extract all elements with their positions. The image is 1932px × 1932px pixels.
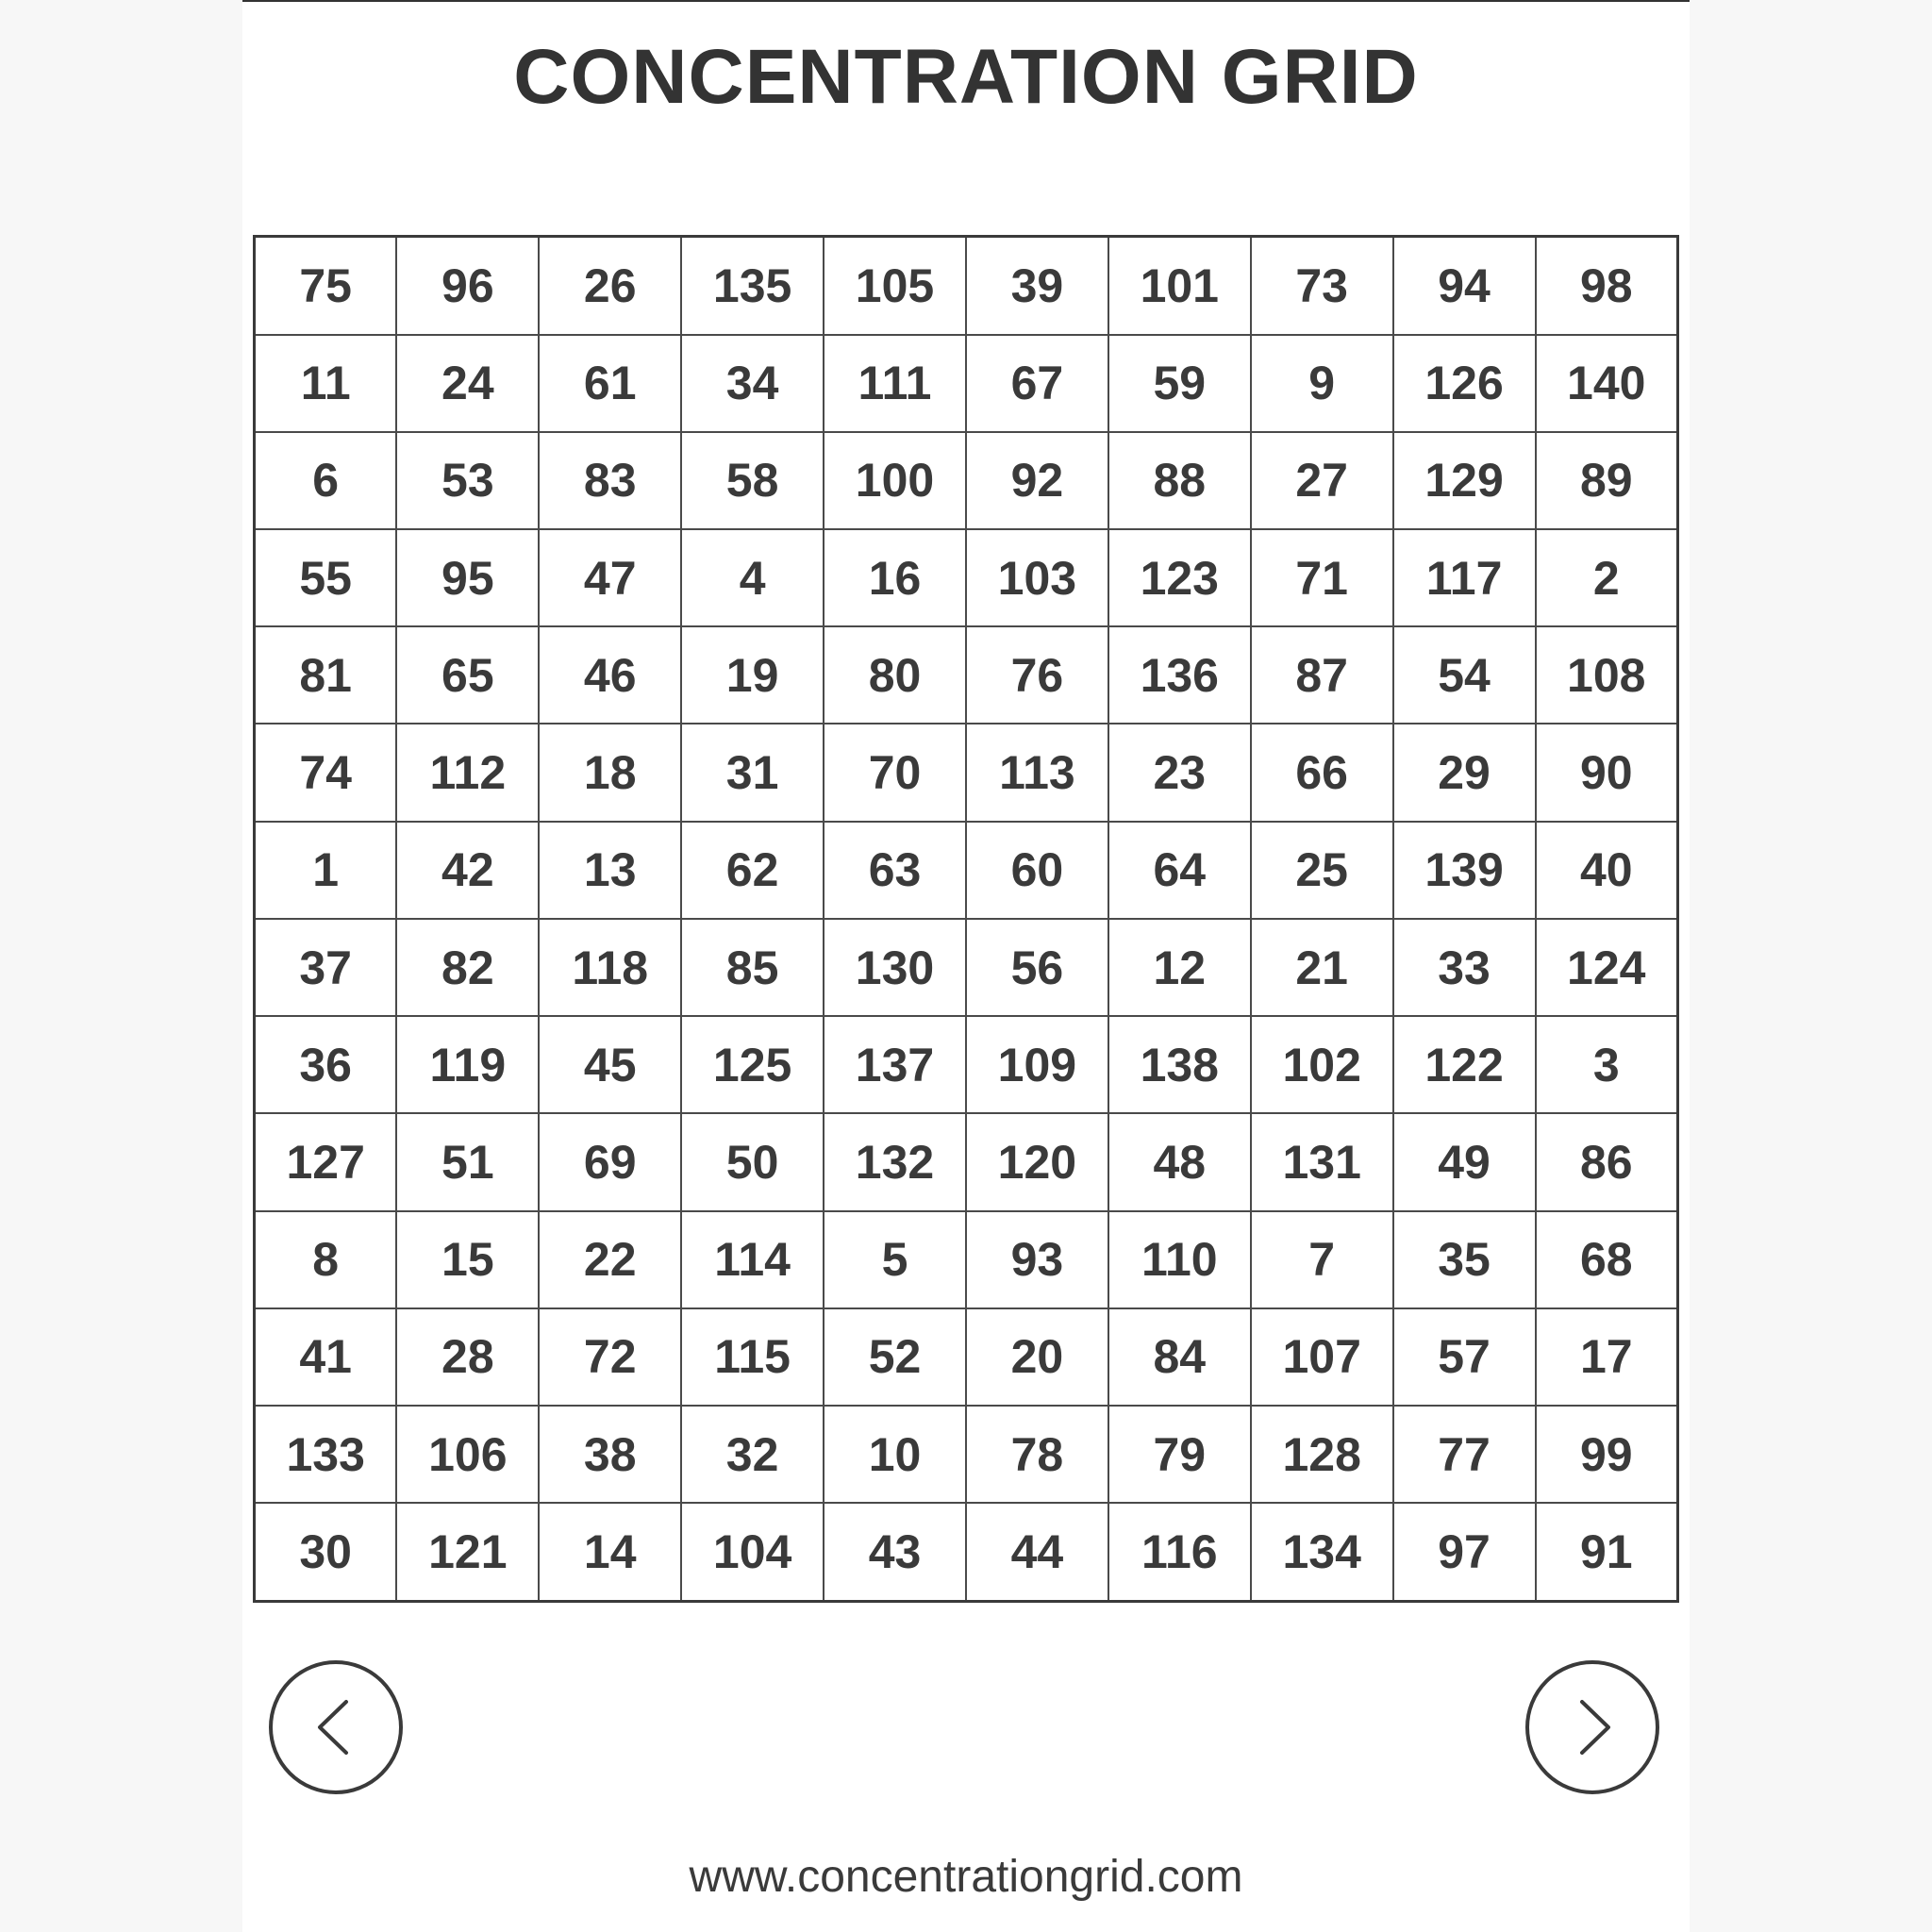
grid-cell[interactable]: 105 bbox=[824, 237, 966, 335]
grid-cell[interactable]: 118 bbox=[539, 919, 681, 1016]
grid-cell[interactable]: 10 bbox=[824, 1406, 966, 1503]
grid-cell[interactable]: 89 bbox=[1536, 432, 1678, 529]
grid-cell[interactable]: 112 bbox=[396, 724, 539, 821]
grid-cell[interactable]: 28 bbox=[396, 1308, 539, 1406]
grid-cell[interactable]: 13 bbox=[539, 822, 681, 919]
grid-cell[interactable]: 15 bbox=[396, 1211, 539, 1308]
grid-cell[interactable]: 12 bbox=[1108, 919, 1251, 1016]
grid-cell[interactable]: 21 bbox=[1251, 919, 1393, 1016]
grid-row bbox=[255, 432, 1678, 529]
grid-cell[interactable]: 70 bbox=[824, 724, 966, 821]
grid-cell[interactable]: 69 bbox=[539, 1113, 681, 1210]
chevron-left-icon bbox=[303, 1694, 369, 1760]
grid-cell[interactable]: 78 bbox=[966, 1406, 1108, 1503]
grid-cell[interactable]: 54 bbox=[1393, 626, 1536, 724]
grid-cell[interactable]: 33 bbox=[1393, 919, 1536, 1016]
grid-cell[interactable]: 41 bbox=[255, 1308, 397, 1406]
grid-cell[interactable]: 35 bbox=[1393, 1211, 1536, 1308]
grid-cell[interactable]: 108 bbox=[1536, 626, 1678, 724]
grid-cell[interactable]: 128 bbox=[1251, 1406, 1393, 1503]
grid-cell[interactable]: 22 bbox=[539, 1211, 681, 1308]
grid-cell[interactable]: 29 bbox=[1393, 724, 1536, 821]
grid-cell[interactable]: 94 bbox=[1393, 237, 1536, 335]
grid-cell[interactable]: 110 bbox=[1108, 1211, 1251, 1308]
grid-cell[interactable]: 101 bbox=[1108, 237, 1251, 335]
grid-cell[interactable]: 20 bbox=[966, 1308, 1108, 1406]
grid-cell[interactable]: 106 bbox=[396, 1406, 539, 1503]
grid-cell[interactable]: 88 bbox=[1108, 432, 1251, 529]
grid-cell[interactable]: 83 bbox=[539, 432, 681, 529]
grid-cell[interactable]: 44 bbox=[966, 1503, 1108, 1601]
grid-cell[interactable]: 6 bbox=[255, 432, 397, 529]
grid-cell[interactable]: 72 bbox=[539, 1308, 681, 1406]
grid-cell[interactable]: 120 bbox=[966, 1113, 1108, 1210]
grid-cell[interactable]: 136 bbox=[1108, 626, 1251, 724]
grid-cell[interactable]: 115 bbox=[681, 1308, 824, 1406]
grid-cell[interactable]: 140 bbox=[1536, 335, 1678, 432]
grid-cell[interactable]: 45 bbox=[539, 1016, 681, 1113]
grid-cell[interactable]: 57 bbox=[1393, 1308, 1536, 1406]
grid-cell[interactable]: 100 bbox=[824, 432, 966, 529]
grid-cell[interactable]: 91 bbox=[1536, 1503, 1678, 1601]
grid-cell[interactable]: 1 bbox=[255, 822, 397, 919]
concentration-grid-page bbox=[242, 0, 1690, 1932]
grid-cell[interactable]: 27 bbox=[1251, 432, 1393, 529]
grid-cell[interactable]: 2 bbox=[1536, 529, 1678, 626]
grid-cell[interactable]: 34 bbox=[681, 335, 824, 432]
grid-row bbox=[255, 724, 1678, 821]
grid-cell[interactable]: 32 bbox=[681, 1406, 824, 1503]
grid-cell[interactable]: 114 bbox=[681, 1211, 824, 1308]
number-grid bbox=[253, 235, 1679, 1603]
grid-cell[interactable]: 50 bbox=[681, 1113, 824, 1210]
grid-row bbox=[255, 237, 1678, 335]
grid-cell[interactable]: 125 bbox=[681, 1016, 824, 1113]
grid-cell[interactable]: 66 bbox=[1251, 724, 1393, 821]
grid-row bbox=[255, 529, 1678, 626]
grid-cell[interactable]: 139 bbox=[1393, 822, 1536, 919]
grid-cell[interactable]: 7 bbox=[1251, 1211, 1393, 1308]
grid-cell[interactable]: 135 bbox=[681, 237, 824, 335]
grid-cell[interactable]: 85 bbox=[681, 919, 824, 1016]
grid-cell[interactable]: 67 bbox=[966, 335, 1108, 432]
grid-cell[interactable]: 59 bbox=[1108, 335, 1251, 432]
grid-cell[interactable]: 65 bbox=[396, 626, 539, 724]
grid-cell[interactable]: 129 bbox=[1393, 432, 1536, 529]
grid-cell[interactable]: 86 bbox=[1536, 1113, 1678, 1210]
grid-cell[interactable]: 31 bbox=[681, 724, 824, 821]
grid-cell[interactable]: 55 bbox=[255, 529, 397, 626]
grid-cell[interactable]: 75 bbox=[255, 237, 397, 335]
grid-cell[interactable]: 61 bbox=[539, 335, 681, 432]
grid-cell[interactable]: 5 bbox=[824, 1211, 966, 1308]
grid-cell[interactable]: 84 bbox=[1108, 1308, 1251, 1406]
grid-cell[interactable]: 74 bbox=[255, 724, 397, 821]
grid-row bbox=[255, 1503, 1678, 1601]
grid-cell[interactable]: 24 bbox=[396, 335, 539, 432]
grid-cell[interactable]: 126 bbox=[1393, 335, 1536, 432]
grid-cell[interactable]: 124 bbox=[1536, 919, 1678, 1016]
grid-cell[interactable]: 40 bbox=[1536, 822, 1678, 919]
grid-cell[interactable]: 9 bbox=[1251, 335, 1393, 432]
grid-cell[interactable]: 138 bbox=[1108, 1016, 1251, 1113]
grid-row bbox=[255, 919, 1678, 1016]
grid-row bbox=[255, 822, 1678, 919]
grid-cell[interactable]: 73 bbox=[1251, 237, 1393, 335]
page-title: CONCENTRATION GRID bbox=[513, 34, 1419, 120]
grid-cell[interactable]: 137 bbox=[824, 1016, 966, 1113]
grid-cell[interactable]: 102 bbox=[1251, 1016, 1393, 1113]
grid-cell[interactable]: 38 bbox=[539, 1406, 681, 1503]
grid-cell[interactable]: 14 bbox=[539, 1503, 681, 1601]
grid-cell[interactable]: 11 bbox=[255, 335, 397, 432]
grid-row bbox=[255, 1406, 1678, 1503]
grid-cell[interactable]: 80 bbox=[824, 626, 966, 724]
footer-url[interactable]: www.concentrationgrid.com bbox=[689, 1852, 1243, 1902]
grid-cell[interactable]: 52 bbox=[824, 1308, 966, 1406]
grid-cell[interactable]: 49 bbox=[1393, 1113, 1536, 1210]
grid-cell[interactable]: 17 bbox=[1536, 1308, 1678, 1406]
grid-cell[interactable]: 43 bbox=[824, 1503, 966, 1601]
grid-cell[interactable]: 121 bbox=[396, 1503, 539, 1601]
grid-cell[interactable]: 132 bbox=[824, 1113, 966, 1210]
grid-cell[interactable]: 87 bbox=[1251, 626, 1393, 724]
grid-cell[interactable]: 116 bbox=[1108, 1503, 1251, 1601]
grid-cell[interactable]: 71 bbox=[1251, 529, 1393, 626]
grid-cell[interactable]: 26 bbox=[539, 237, 681, 335]
grid-row bbox=[255, 1308, 1678, 1406]
grid-cell[interactable]: 109 bbox=[966, 1016, 1108, 1113]
grid-cell[interactable]: 42 bbox=[396, 822, 539, 919]
grid-cell[interactable]: 92 bbox=[966, 432, 1108, 529]
grid-cell[interactable]: 98 bbox=[1536, 237, 1678, 335]
grid-cell[interactable]: 133 bbox=[255, 1406, 397, 1503]
grid-cell[interactable]: 58 bbox=[681, 432, 824, 529]
grid-cell[interactable]: 77 bbox=[1393, 1406, 1536, 1503]
grid-cell[interactable]: 4 bbox=[681, 529, 824, 626]
grid-cell[interactable]: 60 bbox=[966, 822, 1108, 919]
grid-cell[interactable]: 8 bbox=[255, 1211, 397, 1308]
grid-cell[interactable]: 99 bbox=[1536, 1406, 1678, 1503]
grid-cell[interactable]: 93 bbox=[966, 1211, 1108, 1308]
grid-cell[interactable]: 95 bbox=[396, 529, 539, 626]
grid-row bbox=[255, 626, 1678, 724]
grid-row bbox=[255, 335, 1678, 432]
grid-cell[interactable]: 39 bbox=[966, 237, 1108, 335]
grid-cell[interactable]: 51 bbox=[396, 1113, 539, 1210]
grid-cell[interactable]: 82 bbox=[396, 919, 539, 1016]
grid-cell[interactable]: 47 bbox=[539, 529, 681, 626]
grid-cell[interactable]: 46 bbox=[539, 626, 681, 724]
grid-cell[interactable]: 119 bbox=[396, 1016, 539, 1113]
grid-cell[interactable]: 25 bbox=[1251, 822, 1393, 919]
grid-cell[interactable]: 19 bbox=[681, 626, 824, 724]
grid-cell[interactable]: 90 bbox=[1536, 724, 1678, 821]
grid-cell[interactable]: 36 bbox=[255, 1016, 397, 1113]
grid-cell[interactable]: 30 bbox=[255, 1503, 397, 1601]
grid-cell[interactable]: 81 bbox=[255, 626, 397, 724]
chevron-right-icon bbox=[1559, 1694, 1625, 1760]
grid-cell[interactable]: 62 bbox=[681, 822, 824, 919]
grid-cell[interactable]: 117 bbox=[1393, 529, 1536, 626]
grid-cell[interactable]: 64 bbox=[1108, 822, 1251, 919]
grid-cell[interactable]: 16 bbox=[824, 529, 966, 626]
grid-cell[interactable]: 104 bbox=[681, 1503, 824, 1601]
grid-cell[interactable]: 97 bbox=[1393, 1503, 1536, 1601]
grid-cell[interactable]: 18 bbox=[539, 724, 681, 821]
grid-cell[interactable]: 3 bbox=[1536, 1016, 1678, 1113]
next-button[interactable] bbox=[1525, 1660, 1659, 1794]
grid-cell[interactable]: 53 bbox=[396, 432, 539, 529]
grid-cell[interactable]: 23 bbox=[1108, 724, 1251, 821]
grid-cell[interactable]: 37 bbox=[255, 919, 397, 1016]
grid-cell[interactable]: 68 bbox=[1536, 1211, 1678, 1308]
grid-cell[interactable]: 134 bbox=[1251, 1503, 1393, 1601]
grid-cell[interactable]: 79 bbox=[1108, 1406, 1251, 1503]
grid-cell[interactable]: 111 bbox=[824, 335, 966, 432]
grid-cell[interactable]: 76 bbox=[966, 626, 1108, 724]
grid-cell[interactable]: 96 bbox=[396, 237, 539, 335]
grid-cell[interactable]: 127 bbox=[255, 1113, 397, 1210]
grid-cell[interactable]: 63 bbox=[824, 822, 966, 919]
grid-row bbox=[255, 1016, 1678, 1113]
grid-cell[interactable]: 123 bbox=[1108, 529, 1251, 626]
grid-row bbox=[255, 1211, 1678, 1308]
grid-cell[interactable]: 130 bbox=[824, 919, 966, 1016]
grid-cell[interactable]: 103 bbox=[966, 529, 1108, 626]
grid-cell[interactable]: 48 bbox=[1108, 1113, 1251, 1210]
previous-button[interactable] bbox=[269, 1660, 403, 1794]
grid-cell[interactable]: 131 bbox=[1251, 1113, 1393, 1210]
grid-cell[interactable]: 107 bbox=[1251, 1308, 1393, 1406]
grid-row bbox=[255, 1113, 1678, 1210]
grid-cell[interactable]: 122 bbox=[1393, 1016, 1536, 1113]
grid-cell[interactable]: 113 bbox=[966, 724, 1108, 821]
grid-cell[interactable]: 56 bbox=[966, 919, 1108, 1016]
